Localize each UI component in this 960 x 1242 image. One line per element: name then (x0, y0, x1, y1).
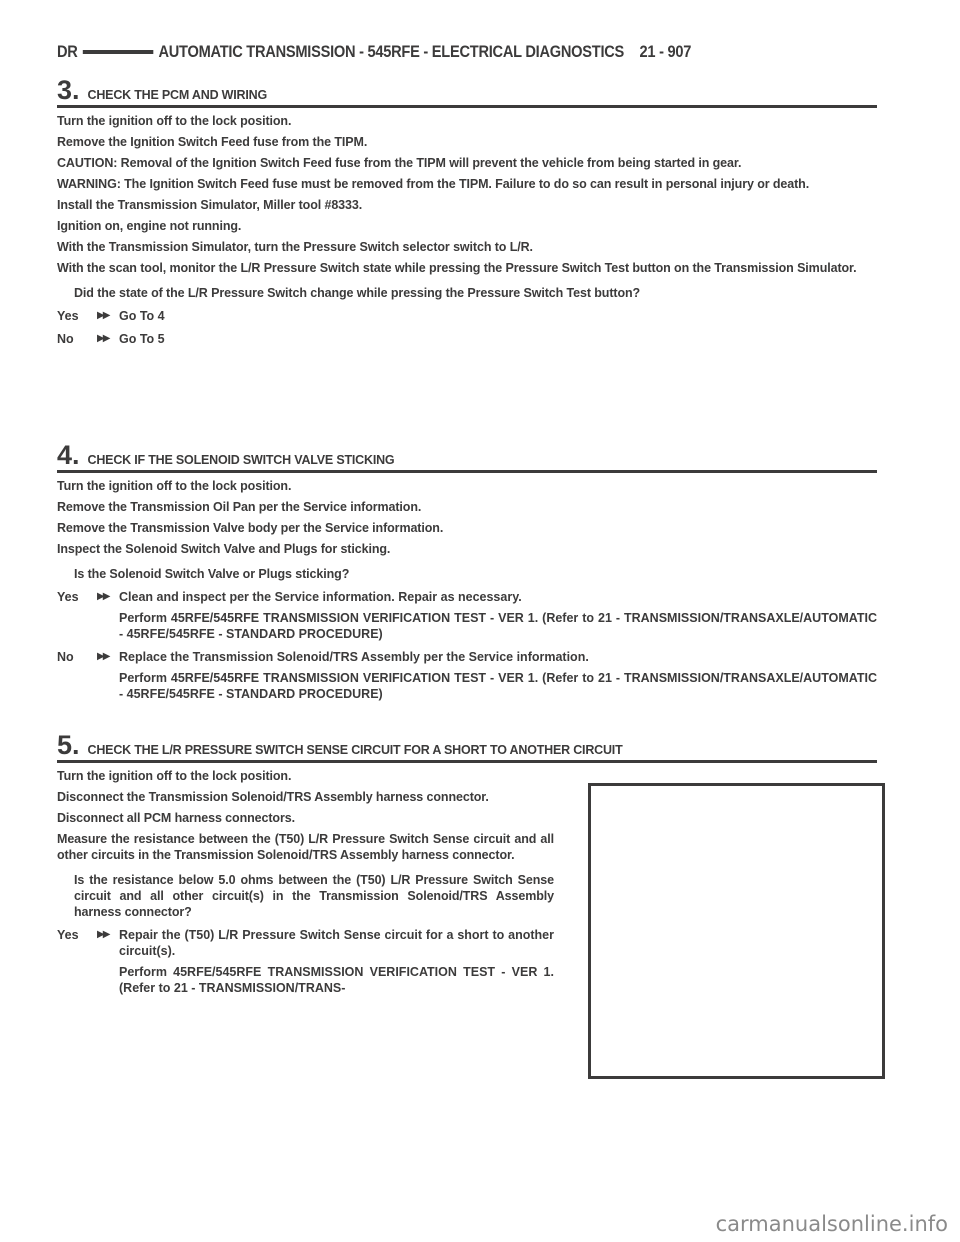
answer-action: Clean and inspect per the Service information. Repair as necessary. (119, 590, 522, 604)
page-number: 21 - 907 (639, 42, 692, 61)
answer-no (57, 331, 877, 347)
diagnostic-question: Is the Solenoid Switch Valve or Plugs sticking? (74, 567, 350, 581)
section-number: 5. (57, 730, 80, 760)
answer-label: Yes (57, 590, 79, 604)
answer-reference: Perform 45RFE/545RFE TRANSMISSION VERIFICATION TEST - VER 1. (Refer to 21 - TRANSMISSION/TRANSAXLE/AUTOMATIC - 45RFE/545RFE - STANDARD PROCEDURE) (119, 611, 877, 641)
caution-note: CAUTION: Removal of the Ignition Switch Feed fuse from the TIPM will prevent the vehicle from being started in gear. (57, 156, 742, 170)
step: Remove the Transmission Valve body per the Service information. (57, 521, 444, 535)
answer-yes (57, 927, 554, 996)
header-model: DR (57, 42, 78, 61)
step: Measure the resistance between the (T50) L/R Pressure Switch Sense circuit and all other circuits in the Transmission Solenoid/TRS Assembly harness connector. (57, 832, 554, 862)
step: Disconnect the Transmission Solenoid/TRS Assembly harness connector. (57, 790, 489, 804)
answer-label: Yes (57, 928, 79, 942)
section-heading (57, 731, 877, 763)
double-arrow-right-icon: ▶▶ (97, 591, 109, 602)
section-heading (57, 441, 877, 473)
section-number: 3. (57, 75, 80, 105)
double-arrow-right-icon: ▶▶ (97, 651, 109, 662)
section-3 (57, 76, 877, 347)
step: Remove the Ignition Switch Feed fuse from the TIPM. (57, 135, 368, 149)
answer-action: Repair the (T50) L/R Pressure Switch Sense circuit for a short to another circuit(s). (119, 928, 554, 958)
answer-reference: Perform 45RFE/545RFE TRANSMISSION VERIFICATION TEST - VER 1. (Refer to 21 - TRANSMISSION/TRANSAXLE/AUTOMATIC - 45RFE/545RFE - STANDARD PROCEDURE) (119, 671, 877, 701)
section-title: CHECK THE PCM AND WIRING (87, 88, 267, 102)
step: Turn the ignition off to the lock position. (57, 479, 292, 493)
answer-action: Replace the Transmission Solenoid/TRS Assembly per the Service information. (119, 650, 589, 664)
answer-label: No (57, 650, 74, 664)
section-4 (57, 441, 877, 702)
diagnostic-question: Is the resistance below 5.0 ohms between the (T50) L/R Pressure Switch Sense circuit and all other circuit(s) in the Transmission Solenoid/TRS Assembly harness connector? (74, 873, 554, 919)
step: Turn the ignition off to the lock position. (57, 114, 292, 128)
answer-action: Go To 5 (119, 332, 165, 346)
step: Remove the Transmission Oil Pan per the Service information. (57, 500, 422, 514)
section-title: CHECK IF THE SOLENOID SWITCH VALVE STICKING (87, 453, 395, 467)
answer-yes (57, 589, 877, 642)
answer-no (57, 649, 877, 702)
diagnostic-question: Did the state of the L/R Pressure Switch change while pressing the Pressure Switch Test button? (74, 286, 641, 300)
answer-action: Go To 4 (119, 309, 165, 323)
section-heading (57, 76, 877, 108)
section-number: 4. (57, 440, 80, 470)
double-arrow-right-icon: ▶▶ (97, 310, 109, 321)
step: Install the Transmission Simulator, Miller tool #8333. (57, 198, 363, 212)
answer-label: No (57, 332, 74, 346)
step: Turn the ignition off to the lock position. (57, 769, 292, 783)
warning-note: WARNING: The Ignition Switch Feed fuse must be removed from the TIPM. Failure to do so can result in personal injury or death. (57, 177, 810, 191)
header-title: AUTOMATIC TRANSMISSION - 545RFE - ELECTRICAL DIAGNOSTICS (158, 42, 625, 61)
answer-label: Yes (57, 309, 79, 323)
section-title: CHECK THE L/R PRESSURE SWITCH SENSE CIRCUIT FOR A SHORT TO ANOTHER CIRCUIT (87, 743, 623, 757)
step: Inspect the Solenoid Switch Valve and Plugs for sticking. (57, 542, 391, 556)
step: Ignition on, engine not running. (57, 219, 242, 233)
double-arrow-right-icon: ▶▶ (97, 333, 109, 344)
answer-yes (57, 308, 877, 324)
step: With the scan tool, monitor the L/R Pressure Switch state while pressing the Pressure Switch Test button on the Transmission Simulator. (57, 261, 857, 275)
header-rule (83, 50, 154, 54)
page-header (57, 40, 877, 64)
double-arrow-right-icon: ▶▶ (97, 929, 109, 940)
figure-frame (588, 783, 885, 1079)
step: Disconnect all PCM harness connectors. (57, 811, 295, 825)
step: With the Transmission Simulator, turn the Pressure Switch selector switch to L/R. (57, 240, 533, 254)
watermark: carmanualsonline.info (715, 1212, 948, 1236)
section-5-text-column (57, 768, 554, 996)
answer-reference: Perform 45RFE/545RFE TRANSMISSION VERIFICATION TEST - VER 1. (Refer to 21 - TRANSMISSION/TRANS- (119, 965, 554, 995)
